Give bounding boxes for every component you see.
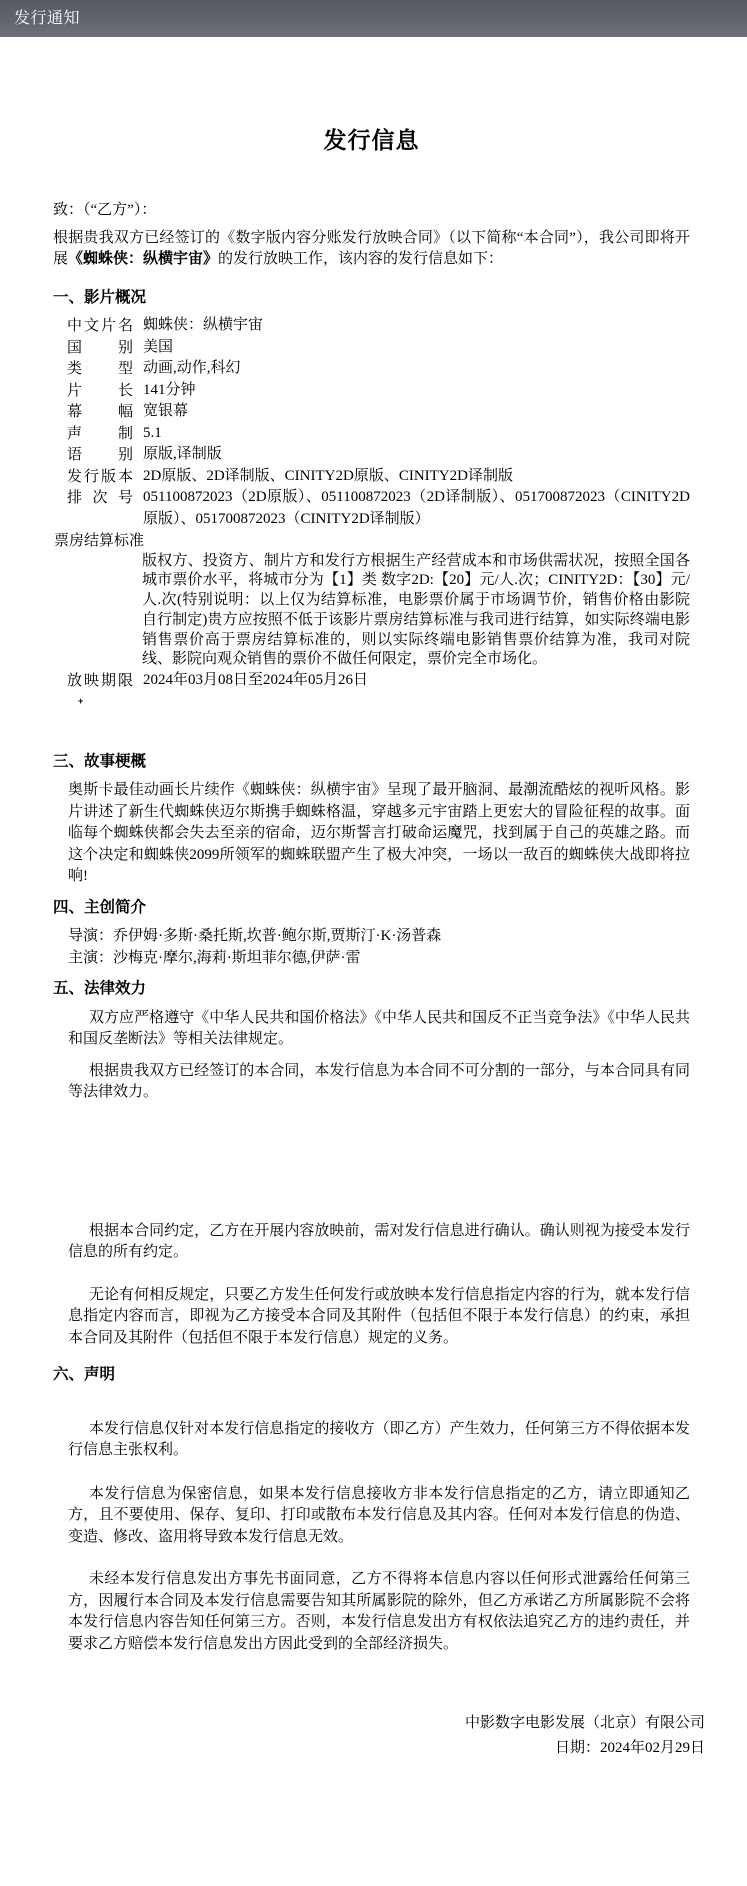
info-value: 2024年03月08日至2024年05月26日 xyxy=(143,672,369,689)
stray-mark: + xyxy=(78,695,84,706)
row-release-versions xyxy=(53,466,690,488)
section-heading-legal: 五、法律效力 xyxy=(53,980,147,998)
document-body xyxy=(0,125,747,1886)
box-office-standard-label: 票房结算标准 xyxy=(54,532,145,549)
info-value: 美国 xyxy=(143,338,174,355)
credits-block xyxy=(68,926,690,969)
info-label: 片长 xyxy=(67,381,133,399)
info-value: 2D原版、2D译制版、CINITY2D原版、CINITY2D译制版 xyxy=(143,467,513,484)
salutation-line: 致：（“乙方”）： xyxy=(53,202,157,218)
row-language xyxy=(53,444,690,466)
cast-line: 主演：沙梅克·摩尔,海莉·斯坦菲尔德,伊萨·雷 xyxy=(68,949,361,966)
company-name: 中影数字电影发展（北京）有限公司 xyxy=(464,1715,705,1732)
info-label: 语别 xyxy=(67,446,133,463)
row-country xyxy=(53,337,690,359)
section-heading-statement: 六、声明 xyxy=(53,1366,116,1384)
box-office-standard-text: 版权方、投资方、制片方和发行方根据生产经营成本和市场供需状况，按照全国各城市票价水平，将城市分为【1】类 数字2D:【20】元/人.次；CINITY2D：【30】元/人.次(特别说明：以上仅为结算标准，电影票价属于市场调节价，销售价格由影院自行制定)贵方应按照不低于该影片票房结算标准与我司进行结算，如实际终端电影销售票价高于票房结算标准的，则以实际终端电影销售票价结算为准，我司对院线、影院向观众销售的票价不做任何限定，票价完全市场化。 xyxy=(142,552,690,668)
info-label: 排次号 xyxy=(67,489,133,506)
info-label: 类型 xyxy=(67,360,133,377)
info-label: 声制 xyxy=(67,424,133,442)
legal-paragraph-4: 无论有何相反规定，只要乙方发生任何发行或放映本发行信息指定内容的行为，就本发行信息指定内容而言，即视为乙方接受本合同及其附件（包括但不限于本发行信息）的约束，承担本合同及其附件（包括但不限于本发行信息）规定的义务。 xyxy=(68,1286,690,1346)
info-value: 宽银幕 xyxy=(143,403,189,419)
info-label: 幕幅 xyxy=(67,403,133,420)
film-info-table xyxy=(53,315,690,692)
intro-paragraph xyxy=(53,228,690,271)
info-label: 国别 xyxy=(67,338,133,356)
row-sound xyxy=(53,423,690,445)
row-runtime xyxy=(53,380,690,402)
synopsis-paragraph: 奥斯卡最佳动画长片续作《蜘蛛侠：纵横宇宙》呈现了最开脑洞、最潮流酷炫的视听风格。影片讲述了新生代蜘蛛侠迈尔斯携手蜘蛛格温，穿越多元宇宙踏上更宏大的冒险征程的故事。面临每个蜘蛛侠都会失去至亲的宿命，迈尔斯誓言打破命运魔咒，找到属于自己的英雄之路。而这个决定和蜘蛛侠2099所领军的蜘蛛联盟产生了极大冲突，一场以一敌百的蜘蛛侠大战即将拉响! xyxy=(68,782,690,885)
intro-post-text: 的发行放映工作，该内容的发行信息如下： xyxy=(218,251,504,267)
section-heading-synopsis: 三、故事梗概 xyxy=(53,752,147,770)
top-bar-title: 发行通知 xyxy=(14,9,81,27)
info-value: 蜘蛛侠：纵横宇宙 xyxy=(143,317,264,333)
info-value: 141分钟 xyxy=(143,381,196,398)
info-value: 051100872023（2D原版）、051100872023（2D译制版）、051700872023（CINITY2D原版）、051700872023（CINITY2D译制版） xyxy=(143,489,690,527)
legal-paragraph-2: 根据贵我双方已经签订的本合同，本发行信息为本合同不可分割的一部分，与本合同具有同等法律效力。 xyxy=(68,1062,690,1101)
section-heading-credits: 四、主创简介 xyxy=(53,898,147,916)
info-label: 中文片名 xyxy=(67,317,133,334)
intro-pre-text: 根据贵我双方已经签订的《数字版内容分账发行放映合同》（以下简称“本合同”），我公司即将开展 xyxy=(53,229,690,267)
row-genre xyxy=(53,358,690,380)
row-chinese-title xyxy=(53,315,690,337)
document-title: 发行信息 xyxy=(323,127,420,153)
date-line: 日期：2024年02月29日 xyxy=(554,1740,705,1757)
row-aspect xyxy=(53,401,690,423)
statement-paragraph-1: 本发行信息仅针对本发行信息指定的接收方（即乙方）产生效力，任何第三方不得依据本发行信息主张权利。 xyxy=(68,1420,690,1459)
signature-block xyxy=(53,1711,705,1761)
director-line: 导演：乔伊姆·多斯·桑托斯,坎普·鲍尔斯,贾斯汀·K·汤普森 xyxy=(68,928,442,945)
section-heading-film-overview: 一、影片概况 xyxy=(53,288,147,306)
statement-paragraph-3: 未经本发行信息发出方事先书面同意，乙方不得将本信息内容以任何形式泄露给任何第三方，因履行本合同及本发行信息需要告知其所属影院的除外，但乙方承诺乙方所属影院不会将本发行信息内容告知任何第三方。否则，本发行信息发出方有权依法追究乙方的违约责任，并要求乙方赔偿本发行信息发出方因此受到的全部经济损失。 xyxy=(68,1571,690,1652)
info-value: 5.1 xyxy=(143,424,162,441)
top-bar xyxy=(0,0,747,37)
statement-paragraph-2: 本发行信息为保密信息，如果本发行信息接收方非本发行信息指定的乙方，请立即通知乙方，且不要使用、保存、复印、打印或散布本发行信息及其内容。任何对本发行信息的伪造、变造、修改、盗用将导致本发行信息无效。 xyxy=(68,1485,690,1545)
info-label: 发行版本 xyxy=(67,467,133,485)
info-value: 动画,动作,科幻 xyxy=(143,360,241,376)
row-screening-period xyxy=(53,670,690,692)
info-value: 原版,译制版 xyxy=(143,446,222,462)
film-title-bold: 《蜘蛛侠：纵横宇宙》 xyxy=(68,251,219,267)
legal-paragraph-3: 根据本合同约定，乙方在开展内容放映前，需对发行信息进行确认。确认则视为接受本发行信息的所有约定。 xyxy=(68,1222,690,1261)
info-label: 放映期限 xyxy=(67,672,133,690)
legal-paragraph-1: 双方应严格遵守《中华人民共和国价格法》《中华人民共和国反不正当竞争法》《中华人民共和国反垄断法》等相关法律规定。 xyxy=(68,1009,690,1048)
row-release-numbers xyxy=(53,487,690,530)
